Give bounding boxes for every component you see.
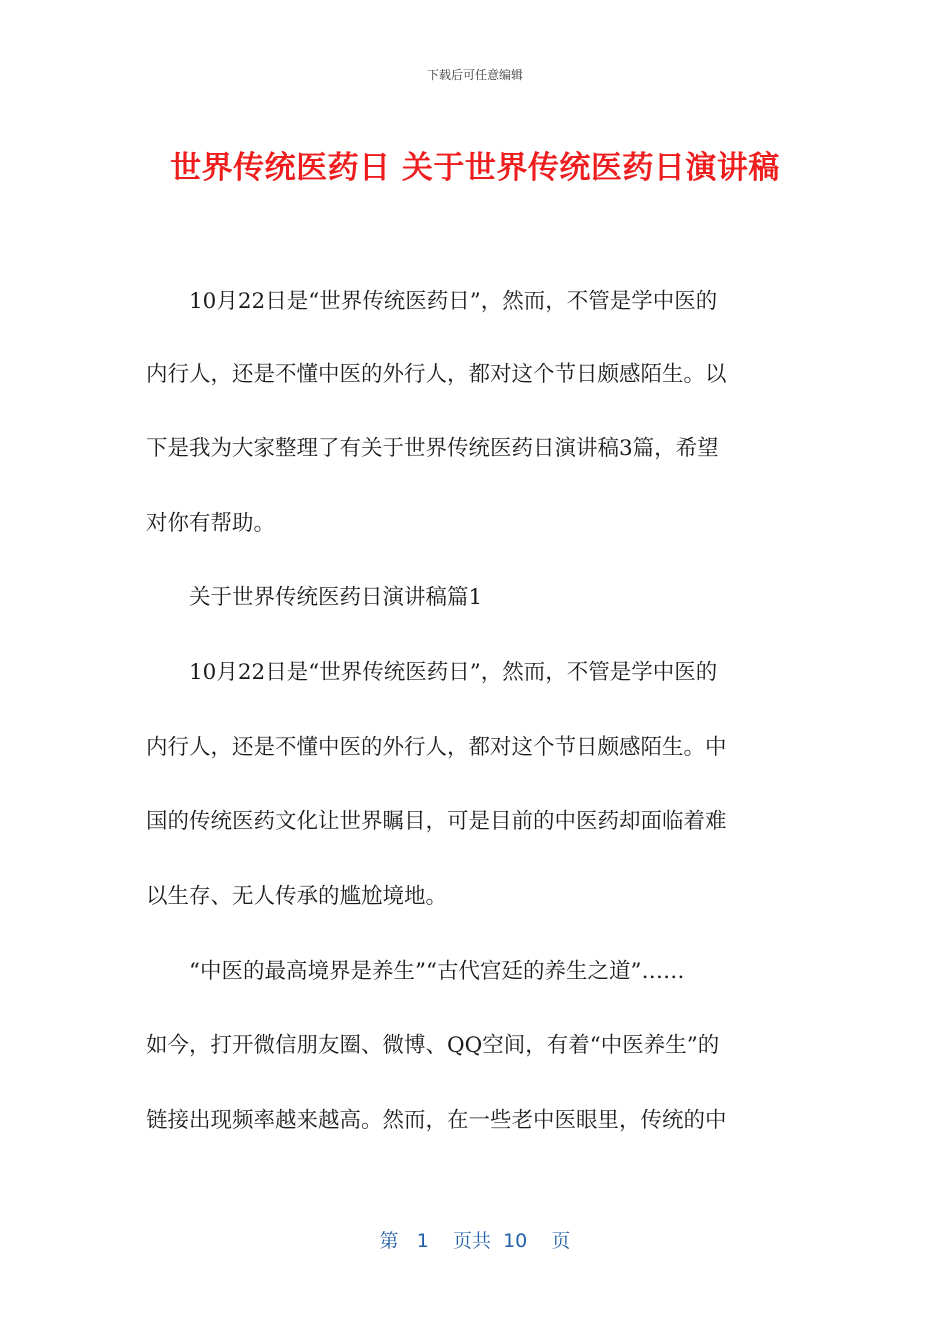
footer-suffix: 页 [551, 1230, 571, 1252]
page-footer [0, 1226, 950, 1253]
body-line: 10月22日是“世界传统医药日”，然而，不管是学中医的 [146, 289, 718, 314]
body-line: 链接出现频率越来越高。然而，在一些老中医眼里，传统的中 [146, 1108, 727, 1133]
body-line: 10月22日是“世界传统医药日”，然而，不管是学中医的 [146, 660, 718, 685]
total-pages: 10 [503, 1230, 528, 1252]
section-heading: 关于世界传统医药日演讲稿篇1 [146, 585, 483, 610]
footer-prefix: 第 [379, 1230, 399, 1252]
body-line: 内行人，还是不懂中医的外行人，都对这个节日颇感陌生。中 [146, 735, 727, 760]
body-line: 内行人，还是不懂中医的外行人，都对这个节日颇感陌生。以 [146, 362, 727, 387]
header-note: 下载后可任意编辑 [426, 68, 523, 82]
body-line: “中医的最高境界是养生”“古代宫廷的养生之道”…… [146, 959, 685, 984]
body-line: 对你有帮助。 [146, 511, 276, 536]
body-line: 如今，打开微信朋友圈、微博、QQ空间，有着“中医养生”的 [146, 1033, 720, 1058]
body-line: 国的传统医药文化让世界瞩目，可是目前的中医药却面临着难 [146, 809, 727, 834]
document-title: 世界传统医药日 关于世界传统医药日演讲稿 [170, 150, 780, 186]
current-page-number: 1 [416, 1230, 429, 1252]
footer-mid: 页共 [452, 1230, 491, 1252]
body-line: 以生存、无人传承的尴尬境地。 [146, 884, 448, 909]
body-line: 下是我为大家整理了有关于世界传统医药日演讲稿3篇，希望 [146, 436, 719, 461]
